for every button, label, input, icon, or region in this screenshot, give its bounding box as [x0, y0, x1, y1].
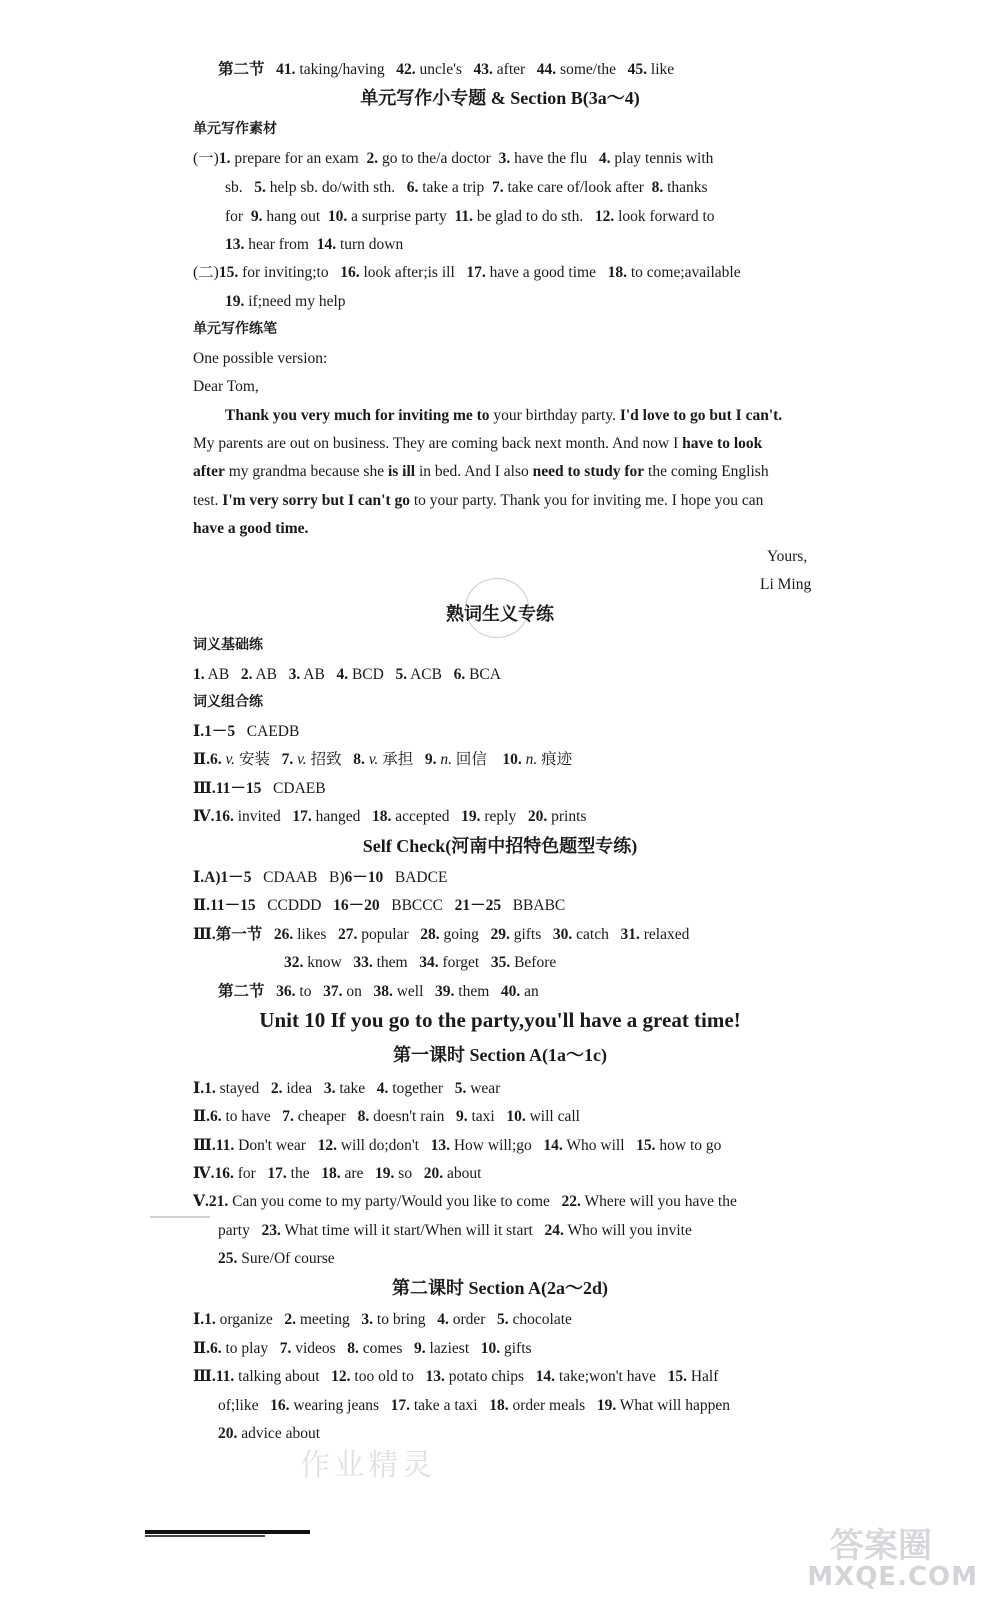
answer-line: Ⅰ.1. organize 2. meeting 3. to bring 4. order 5. chocolate — [193, 1311, 572, 1328]
answer-line: 1. AB 2. AB 3. AB 4. BCD 5. ACB 6. BCA — [193, 666, 501, 683]
answer-line: Ⅰ.1－5 CAEDB — [193, 723, 300, 740]
answer-line: Ⅴ.21. Can you come to my party/Would you like to come 22. Where will you have the — [193, 1193, 737, 1210]
answer-line: of;like 16. wearing jeans 17. take a taxi 18. order meals 19. What will happen — [218, 1397, 730, 1414]
answer-line: (二)15. for inviting;to 16. look after;is ill 17. have a good time 18. to come;available — [193, 264, 741, 281]
answer-line: Ⅱ.6. to have 7. cheaper 8. doesn't rain 9. taxi 10. will call — [193, 1108, 580, 1125]
heading-unit10: Unit 10 If you go to the party,you'll have a great time! — [259, 1008, 741, 1032]
answer-line: Ⅲ.11. talking about 12. too old to 13. potato chips 14. take;won't have 15. Half — [193, 1368, 719, 1385]
answer-line: 第二节 41. taking/having 42. uncle's 43. after 44. some/the 45. like — [218, 61, 675, 78]
answer-line: Ⅳ.16. for 17. the 18. are 19. so 20. about — [193, 1165, 482, 1182]
center-watermark: 作业精灵 — [300, 1448, 436, 1483]
heading-self-check: Self Check(河南中招特色题型专练) — [362, 836, 638, 856]
answer-line: (一)1. prepare for an exam 2. go to the/a doctor 3. have the flu 4. play tennis with — [193, 150, 714, 167]
heading-words-section: 熟词生义专练 — [446, 604, 554, 624]
letter-closing: Yours, — [767, 548, 808, 565]
answer-line: Ⅱ.6. v. 安装 7. v. 招致 8. v. 承担 9. n. 回信 10. n. 痕迹 — [193, 751, 573, 768]
answer-line: sb. 5. help sb. do/with sth. 6. take a trip 7. take care of/look after 8. thanks — [225, 179, 708, 196]
letter-signature: Li Ming — [760, 576, 812, 593]
heading-writing-section: 单元写作小专题 & Section B(3a～4) — [360, 88, 640, 108]
subheading-word-basic: 词义基础练 — [193, 638, 263, 653]
answer-line: 第二节 36. to 37. on 38. well 39. them 40. an — [218, 983, 539, 1000]
answer-line: Ⅲ.11－15 CDAEB — [193, 780, 326, 797]
answer-line: after my grandma because she is ill in bed. And I also need to study for the coming English — [193, 463, 769, 480]
answer-line: Ⅳ.16. invited 17. hanged 18. accepted 19. reply 20. prints — [193, 808, 587, 825]
answer-line: Thank you very much for inviting me to your birthday party. I'd love to go but I can't. — [225, 407, 783, 424]
answer-line: party 23. What time will it start/When will it start 24. Who will you invite — [218, 1222, 692, 1239]
answer-line: Ⅱ.6. to play 7. videos 8. comes 9. laziest 10. gifts — [193, 1340, 532, 1357]
subheading-word-combo: 词义组合练 — [193, 695, 263, 710]
faint-mark — [150, 1216, 210, 1218]
answer-line: Ⅰ.1. stayed 2. idea 3. take 4. together 5. wear — [193, 1080, 501, 1097]
footer-rule — [145, 1530, 310, 1534]
answer-line: One possible version: — [193, 350, 328, 367]
answer-line: Ⅰ.A)1－5 CDAAB B)6－10 BADCE — [193, 869, 448, 886]
answer-line: 20. advice about — [218, 1425, 321, 1442]
footer-rule-thin — [145, 1535, 265, 1537]
site-watermark: MXQE.COM — [807, 1562, 978, 1592]
heading-lesson2: 第二课时 Section A(2a～2d) — [392, 1278, 608, 1298]
answer-line: My parents are out on business. They are coming back next month. And now I have to look — [193, 435, 763, 452]
answer-line: test. I'm very sorry but I can't go to your party. Thank you for inviting me. I hope you can — [193, 492, 764, 509]
logo-watermark: 答案圈 — [830, 1526, 932, 1566]
answer-line: 32. know 33. them 34. forget 35. Before — [284, 954, 557, 971]
answer-line: have a good time. — [193, 520, 309, 537]
answer-line: Ⅲ.第一节 26. likes 27. popular 28. going 29. gifts 30. catch 31. relaxed — [193, 926, 690, 943]
answer-line: 25. Sure/Of course — [218, 1250, 335, 1267]
answer-line: Ⅲ.11. Don't wear 12. will do;don't 13. How will;go 14. Who will 15. how to go — [193, 1137, 722, 1154]
answer-line: for 9. hang out 10. a surprise party 11. be glad to do sth. 12. look forward to — [225, 208, 715, 225]
heading-lesson1: 第一课时 Section A(1a～1c) — [393, 1045, 607, 1065]
answer-line: 19. if;need my help — [225, 293, 346, 310]
answer-line: 13. hear from 14. turn down — [225, 236, 404, 253]
subheading-writing-practice: 单元写作练笔 — [193, 322, 277, 337]
answer-line: Dear Tom, — [193, 378, 259, 395]
subheading-writing-material: 单元写作素材 — [193, 122, 277, 137]
answer-line: Ⅱ.11－15 CCDDD 16－20 BBCCC 21－25 BBABC — [193, 897, 566, 914]
